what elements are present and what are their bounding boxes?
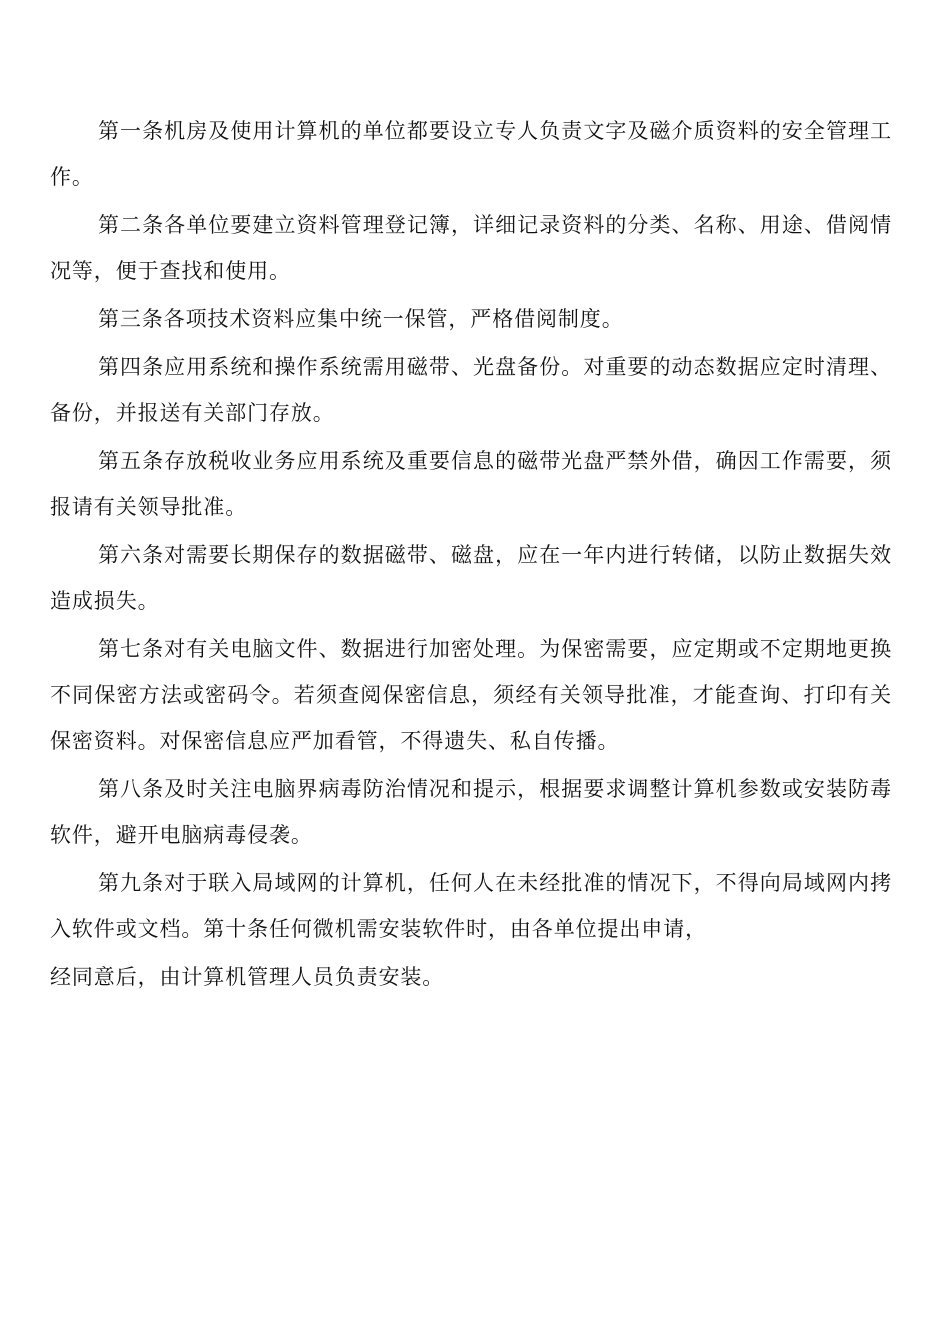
document-body [50,108,892,1002]
paragraph-article-9: 第九条对于联入局域网的计算机，任何人在未经批准的情况下，不得向局域网内拷入软件或文档。第十条任何微机需安装软件时，由各单位提出申请， [50,871,892,941]
paragraph-article-6: 第六条对需要长期保存的数据磁带、磁盘，应在一年内进行转储，以防止数据失效造成损失。 [50,543,892,613]
paragraph-article-2: 第二条各单位要建立资料管理登记簿，详细记录资料的分类、名称、用途、借阅情况等，便于查找和使用。 [50,213,892,283]
paragraph-article-3: 第三条各项技术资料应集中统一保管，严格借阅制度。 [98,307,624,331]
paragraph-continuation: 经同意后，由计算机管理人员负责安装。 [50,965,445,989]
paragraph-article-4: 第四条应用系统和操作系统需用磁带、光盘备份。对重要的动态数据应定时清理、备份，并报送有关部门存放。 [50,355,892,425]
paragraph-article-7: 第七条对有关电脑文件、数据进行加密处理。为保密需要，应定期或不定期地更换不同保密方法或密码令。若须查阅保密信息，须经有关领导批准，才能查询、打印有关保密资料。对保密信息应严加看管，不得遗失、私自传播。 [50,637,892,753]
paragraph-article-5: 第五条存放税收业务应用系统及重要信息的磁带光盘严禁外借，确因工作需要，须报请有关领导批准。 [50,449,892,519]
paragraph-article-8: 第八条及时关注电脑界病毒防治情况和提示，根据要求调整计算机参数或安装防毒软件，避开电脑病毒侵袭。 [50,777,892,847]
paragraph-article-1: 第一条机房及使用计算机的单位都要设立专人负责文字及磁介质资料的安全管理工作。 [50,119,892,189]
